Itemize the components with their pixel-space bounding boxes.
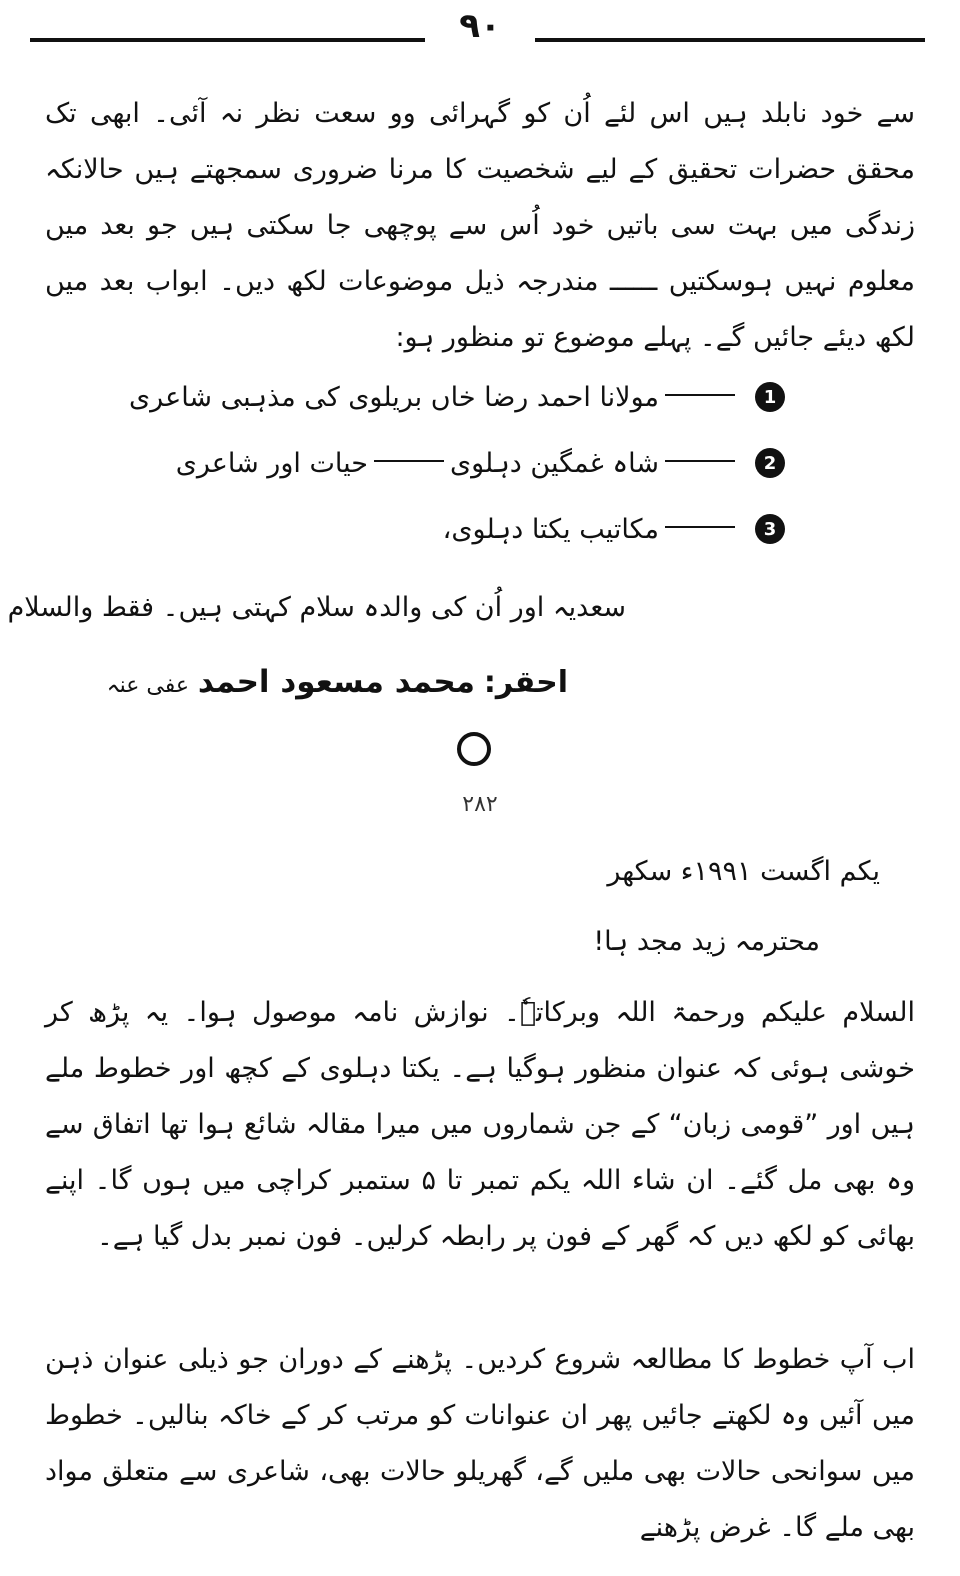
letter1-body: سے خود نابلد ہیں اس لئے اُن کو گہرائی وو سعت نظر نہ آئی۔ ابھی تک محقق حضرات تحقیق کے لیے شخصیت کا مرنا ضروری سمجھتے ہیں حالانکہ زندگی میں بہت سی باتیں خود اُس سے پوچھی جا سکتی ہیں جو بعد میں معلوم نہیں ہوسکتیں ــــــ مندرجہ ذیل موضوعات لکھ دیں۔ ابواب بعد میں لکھ دیئے جائیں گے۔ پہلے موضوع تو منظور ہو: — [45, 98, 915, 353]
dash — [665, 460, 735, 462]
signature-prefix: احقر: — [483, 665, 568, 700]
separator-circle-icon — [457, 732, 491, 766]
header-rule-right — [535, 38, 925, 42]
dash — [665, 526, 735, 528]
topic-title-2: شاہ غمگین دہلوی — [449, 447, 659, 479]
topic-item-1 — [129, 368, 785, 426]
signature — [107, 662, 568, 706]
dash — [374, 460, 444, 462]
addressee: محترمہ زید مجد ہا! — [593, 926, 820, 957]
topic-item-3 — [129, 500, 785, 558]
topic-title-3: مکاتیب یکتا دہلوی، — [442, 513, 659, 545]
closing-greeting: سعدیہ اور اُن کی والدہ سلام کہتی ہیں۔ فقط والسلام — [7, 592, 626, 623]
dash — [665, 394, 735, 396]
topic-list — [129, 368, 785, 566]
header-rule-left — [30, 38, 425, 42]
signature-suffix: عفی عنہ — [106, 673, 189, 698]
letter-date: یکم اگست ۱۹۹۱ء سکھر — [607, 856, 880, 887]
topic-subtitle-2: حیات اور شاعری — [175, 447, 368, 479]
letter2-paragraph-2: اب آپ خطوط کا مطالعہ شروع کردیں۔ پڑھنے کے دوران جو ذیلی عنوان ذہن میں آئیں وہ لکھتے جائیں پھر ان عنوانات کو مرتب کر کے خاکہ بنالیں۔ خطوط میں سوانحی حالات بھی ملیں گے، گھریلو حالات بھی، شاعری سے متعلق مواد بھی ملے گا۔ غرض پڑھنے — [45, 1344, 915, 1543]
signature-name: محمد مسعود احمد — [197, 664, 475, 700]
letter-number: ۲۸۲ — [462, 792, 498, 817]
topic-number-3: 3 — [755, 514, 785, 544]
topic-item-2 — [129, 434, 785, 492]
topic-number-2: 2 — [755, 448, 785, 478]
topic-number-1: 1 — [755, 382, 785, 412]
letter2-paragraph-1: السلام علیکم ورحمۃ اللہ وبرکاتہٗ۔ نوازش نامہ موصول ہوا۔ یہ پڑھ کر خوشی ہوئی کہ عنوان منظور ہوگیا ہے۔ یکتا دہلوی کے کچھ اور خطوط ملے ہیں اور ”قومی زبان“ کے جن شماروں میں میرا مقالہ شائع ہوا تھا اتفاق سے وہ بھی مل گئے۔ ان شاء اللہ یکم تمبر تا ۵ ستمبر کراچی میں ہوں گا۔ اپنے بھائی کو لکھ دیں کہ گھر کے فون پر رابطہ کرلیں۔ فون نمبر بدل گیا ہے۔ — [45, 997, 916, 1252]
topic-title-1: مولانا احمد رضا خاں بریلوی کی مذہبی شاعری — [129, 381, 659, 413]
page-number: ۹۰ — [459, 6, 501, 46]
